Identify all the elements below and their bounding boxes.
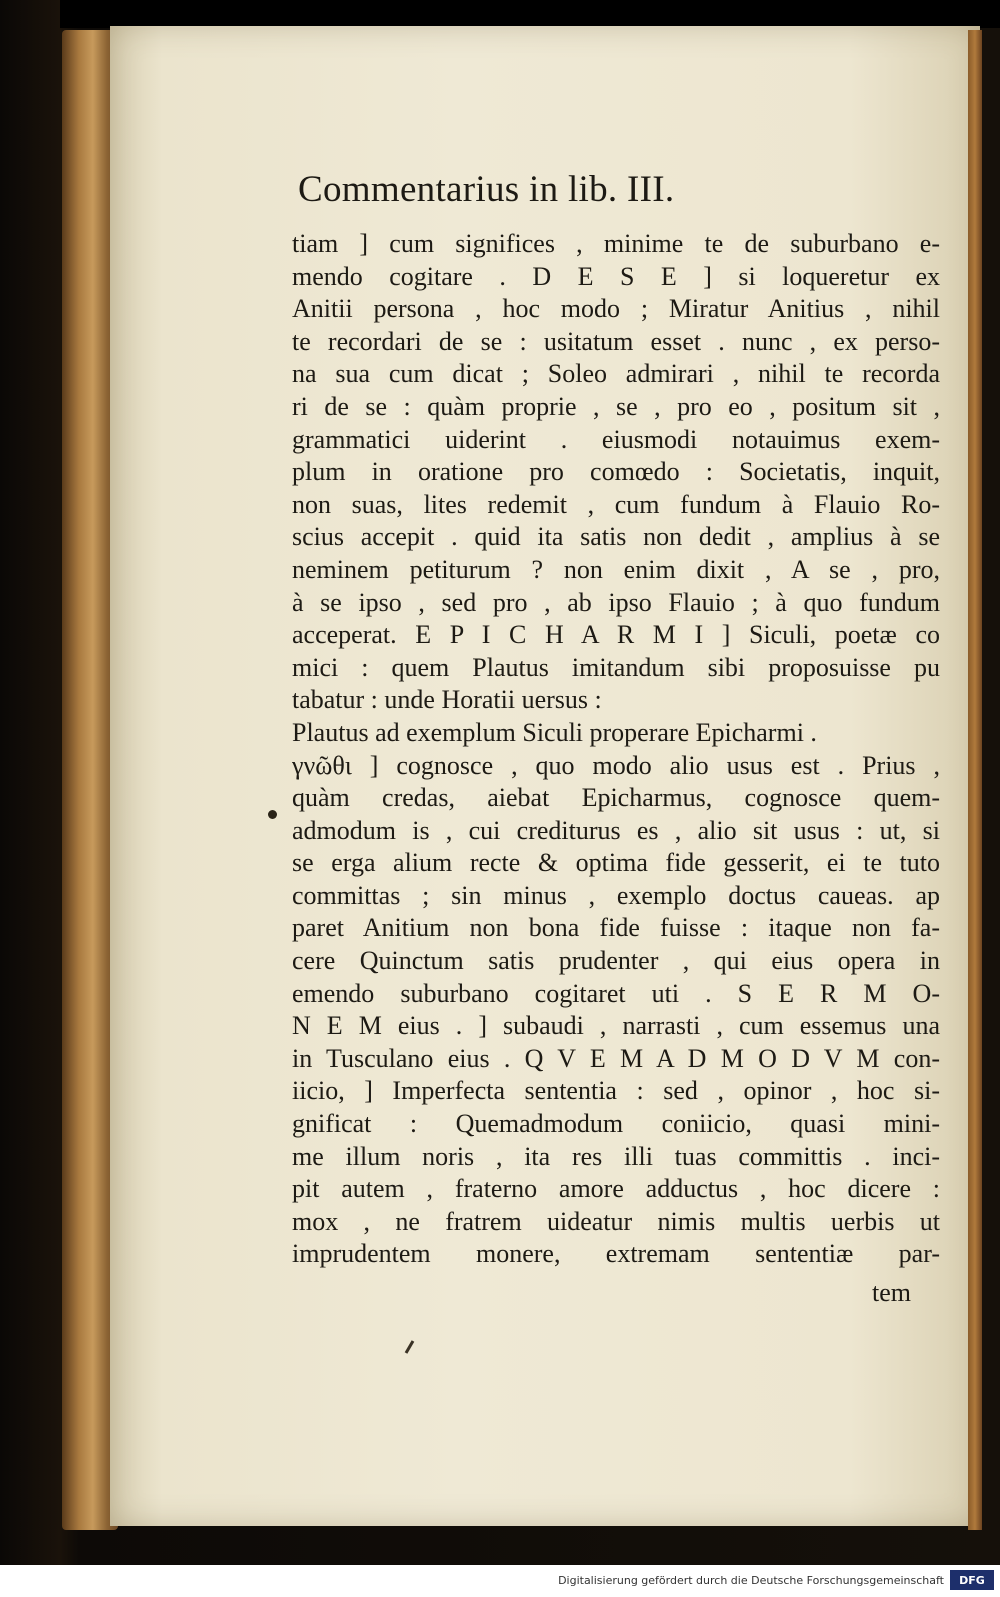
running-header: Commentarius in lib. III. [298, 169, 675, 210]
text-line: à se ipso , sed pro , ab ipso Flauio ; à quo fundum [292, 587, 940, 617]
text-line: emendo suburbano cogitaret uti . S E R M O- [292, 978, 940, 1008]
text-line: ri de se : quàm proprie , se , pro eo , positum sit , [292, 391, 940, 421]
text-line: Anitii persona , hoc modo ; Miratur Anitius , nihil [292, 294, 940, 324]
text-line: gnificat : Quemadmodum coniicio, quasi mini- [292, 1109, 940, 1139]
text-line: tabatur : unde Horatii uersus : [292, 685, 602, 715]
text-line: quàm credas, aiebat Epicharmus, cognosce quem- [292, 783, 940, 813]
page-body-text [292, 228, 940, 1271]
dfg-logo-icon: DFG [950, 1570, 994, 1590]
catchword: tem [872, 1278, 911, 1307]
text-line: committas ; sin minus , exemplo doctus caueas. ap [292, 880, 940, 910]
text-line: paret Anitium non bona fide fuisse : itaque non fa- [292, 913, 940, 943]
text-line: mendo cogitare . D E S E ] si loqueretur ex [292, 261, 940, 291]
text-line: admodum is , cui crediturus es , alio sit usus : ut, si [292, 815, 940, 845]
text-line: cere Quinctum satis prudenter , qui eius opera in [292, 946, 940, 976]
scan-top-edge [60, 0, 1000, 28]
text-line: neminem petiturum ? non enim dixit , A se , pro, [292, 554, 940, 584]
text-line: tiam ] cum significes , minime te de suburbano e- [292, 229, 940, 258]
text-line: imprudentem monere, extremam sententiæ par- [292, 1239, 940, 1269]
text-line: mici : quem Plautus imitandum sibi proposuisse pu [292, 652, 940, 682]
text-line: mox , ne fratrem uideatur nimis multis uerbis ut [292, 1206, 940, 1236]
footer-credit: Digitalisierung gefördert durch die Deutsche Forschungsgemeinschaft [558, 1574, 944, 1587]
text-line: me illum noris , ita res illi tuas committis . inci- [292, 1141, 940, 1171]
text-line: plum in oratione pro comœdo : Societatis, inquit, [292, 457, 940, 487]
book-right-edge [968, 30, 982, 1530]
text-line: iicio, ] Imperfecta sententia : sed , opinor , hoc si- [292, 1076, 940, 1106]
text-line: γνῶθι ] cognosce , quo modo alio usus est . Prius , [292, 750, 940, 780]
text-line: Plautus ad exemplum Siculi properare Epicharmi . [292, 717, 817, 747]
text-line: se erga alium recte & optima fide gesserit, ei te tuto [292, 848, 940, 878]
digitization-footer [0, 1565, 1000, 1597]
text-line: acceperat. E P I C H A R M I ] Siculi, poetæ co [292, 620, 940, 650]
text-line: na sua cum dicat ; Soleo admirari , nihil te recorda [292, 359, 940, 389]
text-line: te recordari de se : usitatum esset . nunc , ex perso- [292, 326, 940, 356]
text-line: in Tusculano eius . Q V E M A D M O D V M con- [292, 1043, 940, 1073]
text-line: scius accepit . quid ita satis non dedit , amplius à se [292, 522, 940, 552]
text-line: pit autem , fraterno amore adductus , hoc dicere : [292, 1174, 940, 1204]
text-line: N E M eius . ] subaudi , narrasti , cum essemus una [292, 1011, 940, 1041]
text-line: grammatici uiderint . eiusmodi notauimus exem- [292, 424, 940, 454]
text-line: non suas, lites redemit , cum fundum à Flauio Ro- [292, 489, 940, 519]
margin-ink-dot [268, 810, 277, 819]
